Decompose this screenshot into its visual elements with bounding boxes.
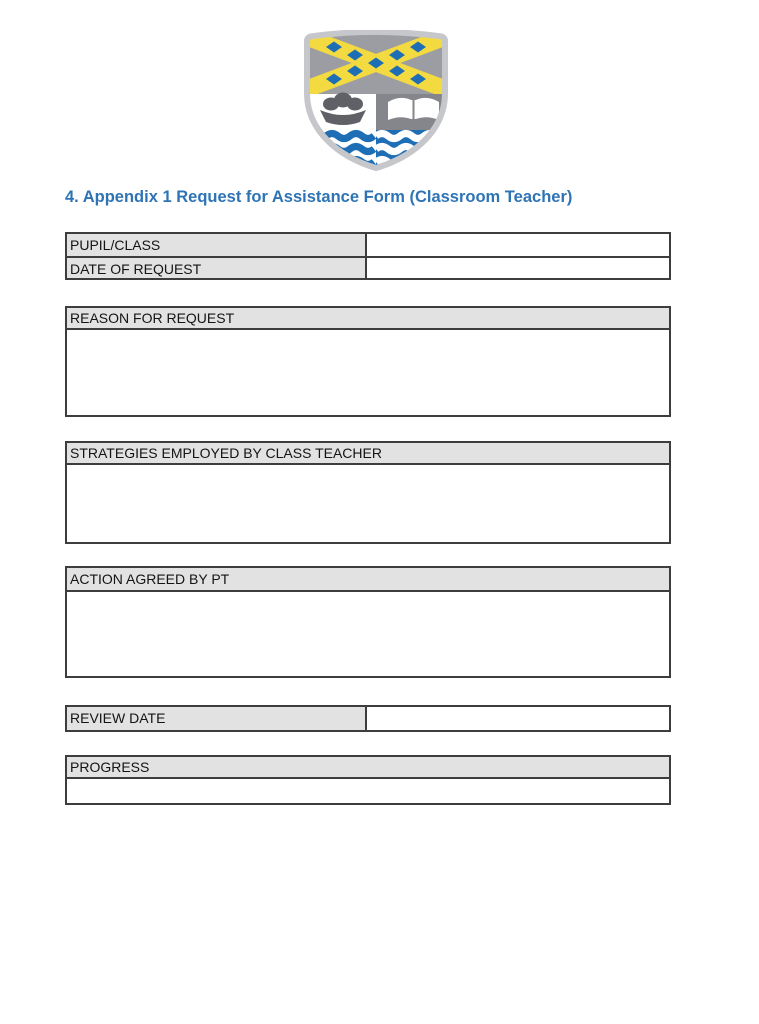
progress-header: [65, 755, 671, 779]
date-of-request-label: DATE OF REQUEST: [67, 258, 367, 278]
progress-label: PROGRESS: [70, 759, 150, 775]
action-agreed-section: [65, 566, 671, 678]
pupil-info-table: [65, 232, 671, 280]
action-agreed-label: ACTION AGREED BY PT: [70, 571, 230, 587]
strategies-label: STRATEGIES EMPLOYED BY CLASS TEACHER: [70, 445, 382, 461]
strategies-section: [65, 441, 671, 544]
reason-for-request-field[interactable]: [65, 328, 671, 417]
strategies-header: [65, 441, 671, 465]
table-row: [67, 707, 669, 730]
reason-for-request-section: [65, 306, 671, 417]
school-crest-icon: [296, 30, 456, 172]
action-agreed-field[interactable]: [65, 590, 671, 678]
review-date-field[interactable]: [367, 707, 669, 730]
progress-field[interactable]: [65, 777, 671, 805]
table-row: [67, 234, 669, 256]
strategies-field[interactable]: [65, 463, 671, 544]
date-of-request-field[interactable]: [367, 258, 669, 278]
reason-for-request-label: REASON FOR REQUEST: [70, 310, 235, 326]
review-date-table: [65, 705, 671, 732]
table-row: [67, 256, 669, 278]
progress-section: [65, 755, 671, 805]
pupil-class-field[interactable]: [367, 234, 669, 256]
review-date-label: REVIEW DATE: [67, 707, 367, 730]
pupil-class-label: PUPIL/CLASS: [67, 234, 367, 256]
action-agreed-header: [65, 566, 671, 592]
reason-for-request-header: [65, 306, 671, 330]
page-title: 4. Appendix 1 Request for Assistance Form (Classroom Teacher): [65, 188, 573, 206]
